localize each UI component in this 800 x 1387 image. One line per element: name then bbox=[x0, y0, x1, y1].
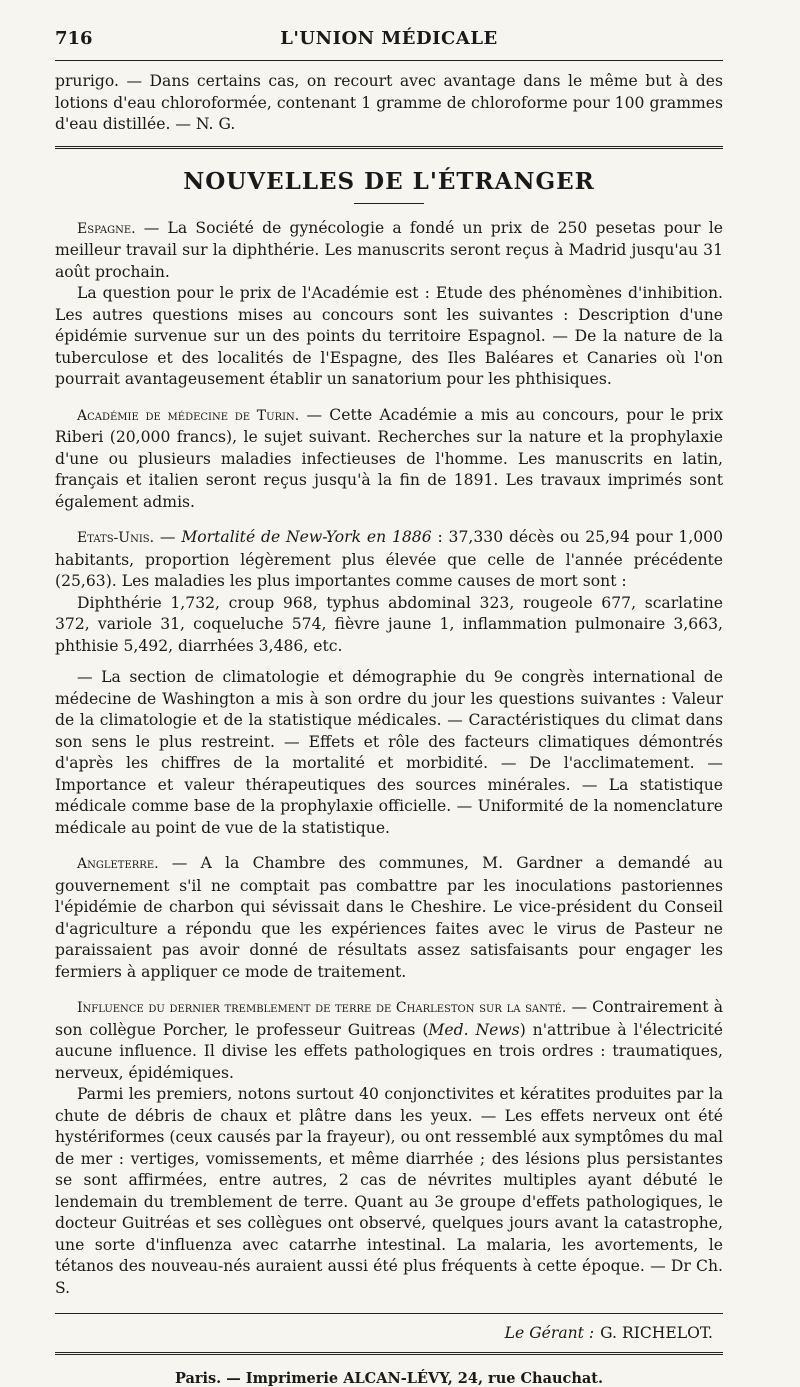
charleston-text-b: ) n'attribue à l'électricité aucune influence. Il divise les effets pathologiques en trois ordres : traumatiques, nerveux, épidémiques. bbox=[55, 1020, 723, 1082]
etats-unis-lead: Etats-Unis. bbox=[77, 530, 155, 546]
turin-lead: Académie de médecine de Turin. bbox=[77, 407, 300, 424]
etats-unis-paragraph bbox=[55, 527, 723, 593]
espagne-paragraph bbox=[55, 218, 723, 284]
footer-divider bbox=[55, 1352, 723, 1356]
angleterre-paragraph bbox=[55, 853, 723, 983]
angleterre-text: — A la Chambre des communes, M. Gardner a demandé au gouvernement s'il ne comptait pas combattre par les inoculations pastoriennes l'épidémie de charbon qui sévissait dans le Cheshire. Le vice-président du Conseil d'agriculture a répondu que les expériences faites avec le virus de Pasteur ne paraissaient pas avoir donné de résultats assez satisfaisants pour engager les fermiers à appliquer ce mode de traitement. bbox=[55, 854, 723, 981]
etats-unis-text: : 37,330 décès ou 25,94 pour 1,000 habitants, proportion légèrement plus élevée que celle de l'année précédente (25,63). Les maladies les plus importantes comme causes de mort sont : bbox=[55, 528, 724, 590]
espagne-lead: Espagne. bbox=[77, 220, 136, 237]
etats-unis-paragraph-2: Diphthérie 1,732, croup 968, typhus abdominal 323, rougeole 677, scarlatine 372, variole 31, coqueluche 574, fièvre jaune 1, inflammation pulmonaire 3,663, phthisie 5,492, diarrhées 3,486, etc. bbox=[55, 593, 723, 655]
turin-paragraph bbox=[55, 405, 723, 514]
turin-text: — Cette Académie a mis au concours, pour le prix Riberi (20,000 francs), le sujet suivant. Recherches sur la nature et la prophylaxie d'une ou plusieurs maladies infectieuses de l'homme. Les manuscrits en latin, français et italien seront reçus jusqu'à la fin de 1891. Les travaux imprimés sont également admis. bbox=[55, 405, 723, 511]
footer-rule bbox=[55, 1313, 723, 1314]
etats-unis-dash: — bbox=[154, 528, 182, 546]
charleston-text-a: — Contrairement à son collègue Porcher, le professeur Guitreas ( bbox=[55, 998, 723, 1039]
section-title: NOUVELLES DE L'ÉTRANGER bbox=[183, 167, 595, 195]
title-rule bbox=[354, 203, 424, 204]
charleston-paragraph bbox=[55, 997, 723, 1084]
intro-paragraph: prurigo. — Dans certains cas, on recourt avec avantage dans le même but à des lotions d'eau chloroformée, contenant 1 gramme de chloroforme pour 100 grammes d'eau distillée. — N. G. bbox=[55, 72, 723, 133]
gerant-name: G. RICHELOT. bbox=[600, 1324, 713, 1342]
angleterre-lead: Angleterre. bbox=[77, 856, 159, 872]
imprint: Paris. — Imprimerie ALCAN-LÉVY, 24, rue Chauchat. bbox=[174, 1370, 604, 1387]
section-divider bbox=[55, 146, 723, 150]
gerant-label: Le Gérant : bbox=[504, 1324, 595, 1342]
page-number: 716 bbox=[55, 28, 93, 49]
etats-unis-italic: Mortalité de New-York en 1886 bbox=[181, 528, 432, 546]
charleston-lead: Influence du dernier tremblement de terre de Charleston sur la santé. bbox=[77, 1000, 567, 1016]
espagne-paragraph-2: La question pour le prix de l'Académie est : Etude des phénomènes d'inhibition. Les autres questions mises au concours sont les suivantes : Description d'une épidémie survenue sur un des points du territoire Espagnol. — De la nature de la tuberculose et des localités de l'Espagne, des Iles Baléares et Canaries où l'on pourrait avantageusement établir un sanatorium pour les phthisiques. bbox=[55, 284, 723, 388]
espagne-text: — La Société de gynécologie a fondé un prix de 250 pesetas pour le meilleur travail sur la diphthérie. Les manuscrits seront reçus à Madrid jusqu'au 31 août prochain. bbox=[55, 218, 723, 281]
running-head bbox=[55, 22, 723, 60]
journal-title: L'UNION MÉDICALE bbox=[280, 28, 498, 49]
signature bbox=[55, 1324, 713, 1342]
etats-unis-paragraph-3: — La section de climatologie et démographie du 9e congrès international de médecine de Washington a mis à son ordre du jour les questions suivantes : Valeur de la climatologie et de la statistique médicales. — Caractéristiques du climat dans son sens le plus restreint. — Effets et rôle des facteurs climatiques démontrés d'après les chiffres de la mortalité et morbidité. — De l'acclimatement. — Importance et valeur thérapeutiques des sources minérales. — La statistique médicale comme base de la prophylaxie officielle. — Uniformité de la nomenclature médicale au point de vue de la statistique. bbox=[55, 668, 723, 837]
document-page bbox=[55, 22, 723, 1387]
charleston-paragraph-2: Parmi les premiers, notons surtout 40 conjonctivites et kératites produites par la chute de débris de chaux et plâtre dans les yeux. — Les effets nerveux ont été hystériformes (ceux causés par la frayeur), ou ont ressemblé aux symptômes du mal de mer : vertiges, vomissements, et même diarrhée ; des lésions plus persistantes se sont affirmées, entre autres, 2 cas de névrites multiples ayant débuté le lendemain du tremblement de terre. Quant au 3e groupe d'effets pathologiques, le docteur Guitréas et ses collègues ont observé, quelques jours avant la catastrophe, une sorte d'influenza avec catarrhe intestinal. La malaria, les avortements, le tétanos des nouveau-nés auraient aussi été plus fréquents à cette époque. — Dr Ch. S. bbox=[55, 1085, 723, 1297]
charleston-italic: Med. News bbox=[428, 1020, 520, 1039]
